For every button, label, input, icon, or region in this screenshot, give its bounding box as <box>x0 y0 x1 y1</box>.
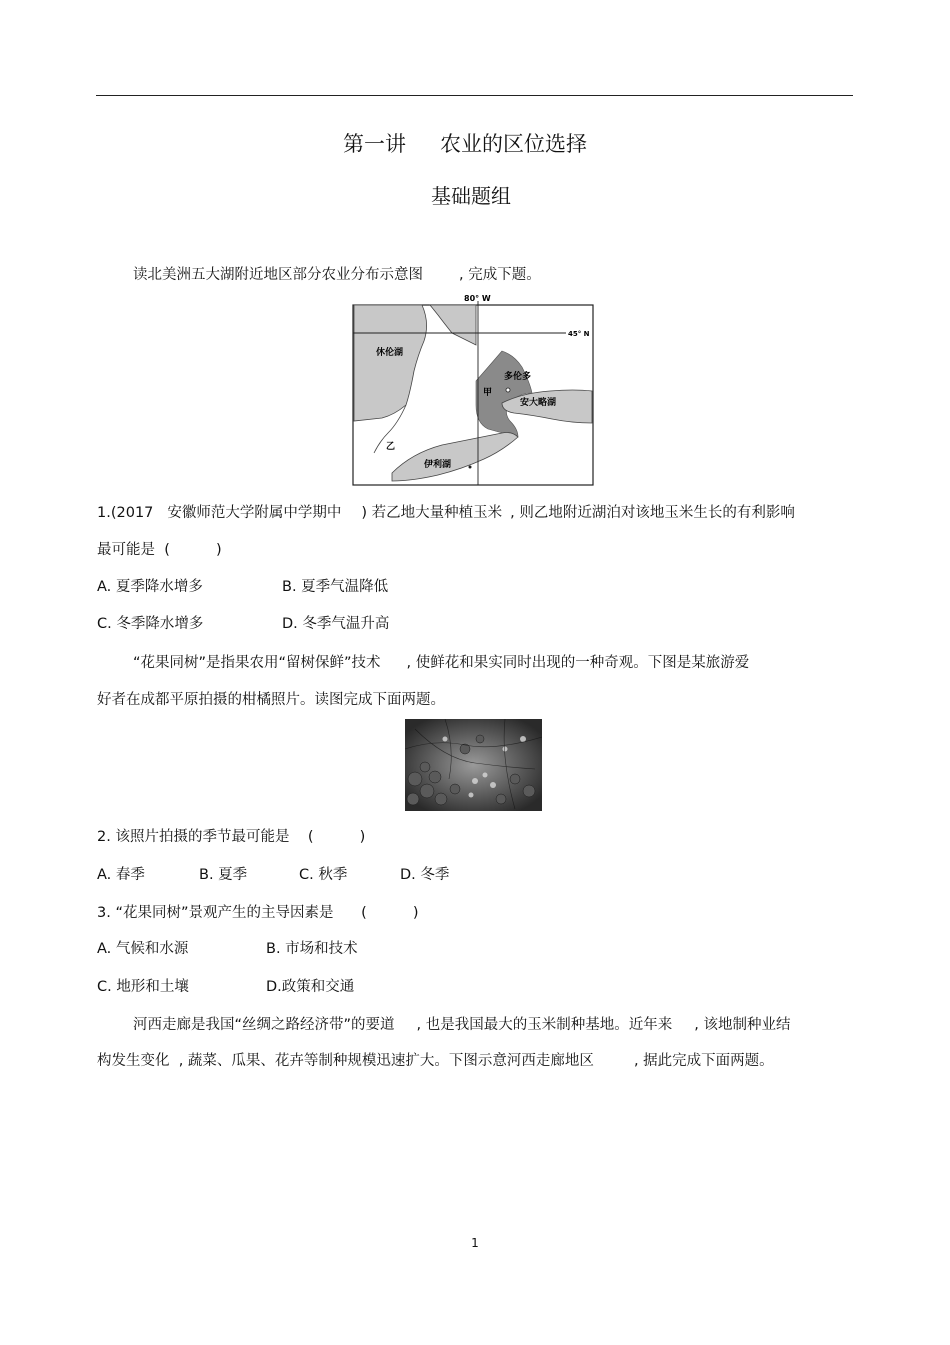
q1-option-a: A. 夏季降水增多 <box>97 579 203 595</box>
q1-source-year: 1.(2017 <box>97 505 154 521</box>
intro2-line1b: , 使鲜花和果实同时出现的一种奇观。下图是某旅游爱 <box>406 655 750 671</box>
intro2-line1a: “花果同树”是指果农用“留树保鲜”技术 <box>133 655 381 671</box>
label-yi: 乙 <box>386 442 396 452</box>
intro3-line1 <box>133 1013 790 1034</box>
section-subtitle: 基础题组 <box>431 184 511 208</box>
intro3-line1c: , 该地制种业结 <box>694 1017 791 1033</box>
title-part1: 第一讲 <box>343 132 406 156</box>
great-lakes-map <box>352 293 595 486</box>
intro2-line2: 好者在成都平原拍摄的柑橘照片。读图完成下面两题。 <box>97 692 445 708</box>
header-rule <box>96 95 853 96</box>
page-title <box>0 128 930 158</box>
intro1-b: , 完成下题。 <box>459 267 541 283</box>
intro3-line2a: 构发生变化 , 蔬菜、瓜果、花卉等制种规模迅速扩大。下图示意河西走廊地区 <box>97 1053 594 1069</box>
q2-option-a: A. 春季 <box>97 867 145 883</box>
citrus-photo <box>405 719 542 811</box>
q1-option-d: D. 冬季气温升高 <box>282 616 390 632</box>
toronto-dot <box>506 388 510 392</box>
q3-stem: 3. “花果同树”景观产生的主导因素是 ( ) <box>97 905 419 921</box>
intro3-line1b: , 也是我国最大的玉米制种基地。近年来 <box>416 1017 673 1033</box>
q2-option-b: B. 夏季 <box>199 867 248 883</box>
q1-source-school: 安徽师范大学附属中学期中 <box>167 505 342 521</box>
q3-option-b: B. 市场和技术 <box>266 941 358 957</box>
label-toronto: 多伦多 <box>504 372 532 382</box>
intro3-line1a: 河西走廊是我国“丝绸之路经济带”的要道 <box>133 1017 395 1033</box>
q2-option-d: D. 冬季 <box>400 867 450 883</box>
erie-dot <box>469 466 472 469</box>
title-part2: 农业的区位选择 <box>440 132 587 156</box>
intro3-line2 <box>97 1049 774 1070</box>
label-erie: 伊利湖 <box>424 460 452 470</box>
q2-stem: 2. 该照片拍摄的季节最可能是 ( ) <box>97 829 366 845</box>
q3-option-d: D.政策和交通 <box>266 979 355 995</box>
intro2-line1 <box>133 651 749 672</box>
label-huron: 休伦湖 <box>376 348 404 358</box>
q3-option-a: A. 气候和水源 <box>97 941 189 957</box>
intro1-a: 读北美洲五大湖附近地区部分农业分布示意图 <box>133 267 423 283</box>
lat-label: 45° N <box>568 330 590 338</box>
q1-stem-a: ) 若乙地大量种植玉米 <box>361 505 503 521</box>
page-number: 1 <box>471 1236 479 1250</box>
q1-option-b: B. 夏季气温降低 <box>282 579 389 595</box>
q1-option-c: C. 冬季降水增多 <box>97 616 204 632</box>
label-jia: 甲 <box>483 388 493 398</box>
q1-line1 <box>97 501 795 522</box>
q1-stem-b: , 则乙地附近湖泊对该地玉米生长的有利影响 <box>510 505 795 521</box>
lon-label: 80° W <box>464 294 491 303</box>
intro3-line2b: , 据此完成下面两题。 <box>633 1053 774 1069</box>
label-ontario: 安大略湖 <box>520 398 557 408</box>
q1-line2: 最可能是 ( ) <box>97 542 222 558</box>
q3-option-c: C. 地形和土壤 <box>97 979 189 995</box>
q2-option-c: C. 秋季 <box>299 867 348 883</box>
intro1 <box>133 263 541 284</box>
